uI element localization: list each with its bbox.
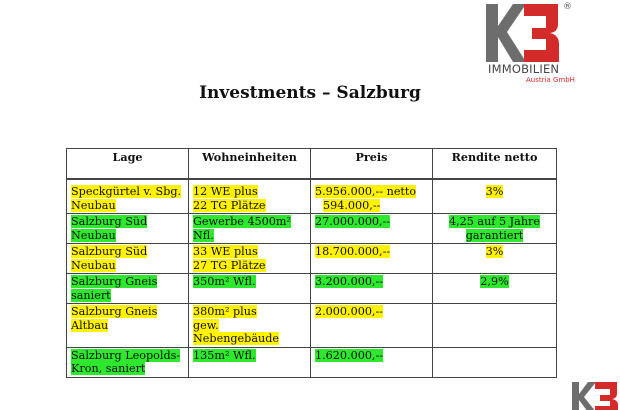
- cell-lage: [67, 179, 189, 214]
- table-row: [67, 214, 557, 244]
- cell-preis: [311, 179, 433, 214]
- cell-preis: [311, 274, 433, 304]
- header-rendite: Rendite netto: [433, 149, 557, 180]
- cell-wohneinheiten: [189, 304, 311, 348]
- cell-text: 350m² Wfl.: [193, 275, 256, 288]
- k3-footer-logo-icon: [570, 378, 620, 410]
- table-row: [67, 304, 557, 348]
- table-row: [67, 347, 557, 377]
- cell-wohneinheiten: [189, 244, 311, 274]
- cell-text: 3%: [485, 185, 504, 198]
- cell-preis: [311, 347, 433, 377]
- header-lage: Lage: [67, 149, 189, 180]
- cell-text: Salzburg Süd: [71, 245, 148, 258]
- cell-rendite: [433, 304, 557, 348]
- cell-lage: [67, 347, 189, 377]
- cell-text: 5.956.000,-- netto: [315, 185, 417, 198]
- table-header-row: [67, 149, 557, 180]
- cell-rendite: [433, 244, 557, 274]
- cell-lage: [67, 304, 189, 348]
- table-row: [67, 274, 557, 304]
- cell-lage: [67, 214, 189, 244]
- cell-text: 2.000.000,--: [315, 305, 384, 318]
- cell-lage: [67, 244, 189, 274]
- cell-text: 33 WE plus: [193, 245, 258, 258]
- table-row: [67, 179, 557, 214]
- cell-lage: [67, 274, 189, 304]
- cell-rendite: [433, 214, 557, 244]
- cell-text: Kron, saniert: [71, 362, 146, 375]
- cell-preis: [311, 244, 433, 274]
- k3-logo-mark-icon: [486, 4, 562, 62]
- logo-text: IMMOBILIEN: [488, 62, 560, 76]
- header-preis: Preis: [311, 149, 433, 180]
- page-title: Investments – Salzburg: [199, 83, 421, 103]
- cell-text: 27.000.000,--: [315, 215, 391, 228]
- cell-rendite: [433, 274, 557, 304]
- company-logo: [470, 2, 590, 92]
- cell-text: Altbau: [71, 318, 109, 332]
- cell-text: 12 WE plus: [193, 185, 258, 198]
- cell-text: 18.700.000,--: [315, 245, 391, 258]
- cell-text: Salzburg Gneis: [71, 305, 158, 318]
- cell-rendite: [433, 347, 557, 377]
- cell-text: 22 TG Plätze: [193, 198, 266, 212]
- table-body: [67, 179, 557, 377]
- cell-text: 594.000,--: [323, 198, 381, 212]
- cell-text: Gewerbe 4500m²: [193, 215, 292, 228]
- cell-wohneinheiten: [189, 214, 311, 244]
- cell-text: Nfl.: [193, 228, 214, 242]
- cell-wohneinheiten: [189, 274, 311, 304]
- cell-text: 380m² plus: [193, 305, 257, 318]
- cell-text: Salzburg Leopolds-: [71, 348, 181, 362]
- cell-wohneinheiten: [189, 347, 311, 377]
- cell-text: Salzburg Gneis: [71, 275, 158, 288]
- investments-table: [66, 148, 557, 378]
- cell-text: 3%: [485, 245, 504, 258]
- cell-text: 2,9%: [480, 275, 509, 288]
- cell-preis: [311, 214, 433, 244]
- cell-text: Salzburg Süd: [71, 215, 148, 228]
- cell-text: 3.200.000,--: [315, 275, 384, 288]
- cell-wohneinheiten: [189, 179, 311, 214]
- logo-subtext: Austria GmbH: [526, 76, 575, 84]
- cell-text: Neubau: [71, 258, 116, 272]
- cell-text: Neubau: [71, 228, 116, 242]
- cell-text: 4,25 auf 5 Jahre: [448, 215, 541, 228]
- cell-rendite: [433, 179, 557, 214]
- registered-mark: ®: [563, 2, 572, 12]
- header-wohneinheiten: Wohneinheiten: [189, 149, 311, 180]
- cell-text: Neubau: [71, 198, 116, 212]
- cell-text: 1.620.000,--: [315, 348, 384, 362]
- cell-text: 27 TG Plätze: [193, 258, 266, 272]
- cell-preis: [311, 304, 433, 348]
- cell-text: 135m² Wfl.: [193, 348, 256, 362]
- cell-text: garantiert: [465, 228, 524, 242]
- cell-text: saniert: [71, 288, 111, 302]
- cell-text: gew. Nebengebäude: [193, 318, 279, 345]
- cell-text: Speckgürtel v. Sbg.: [71, 185, 182, 198]
- table-row: [67, 244, 557, 274]
